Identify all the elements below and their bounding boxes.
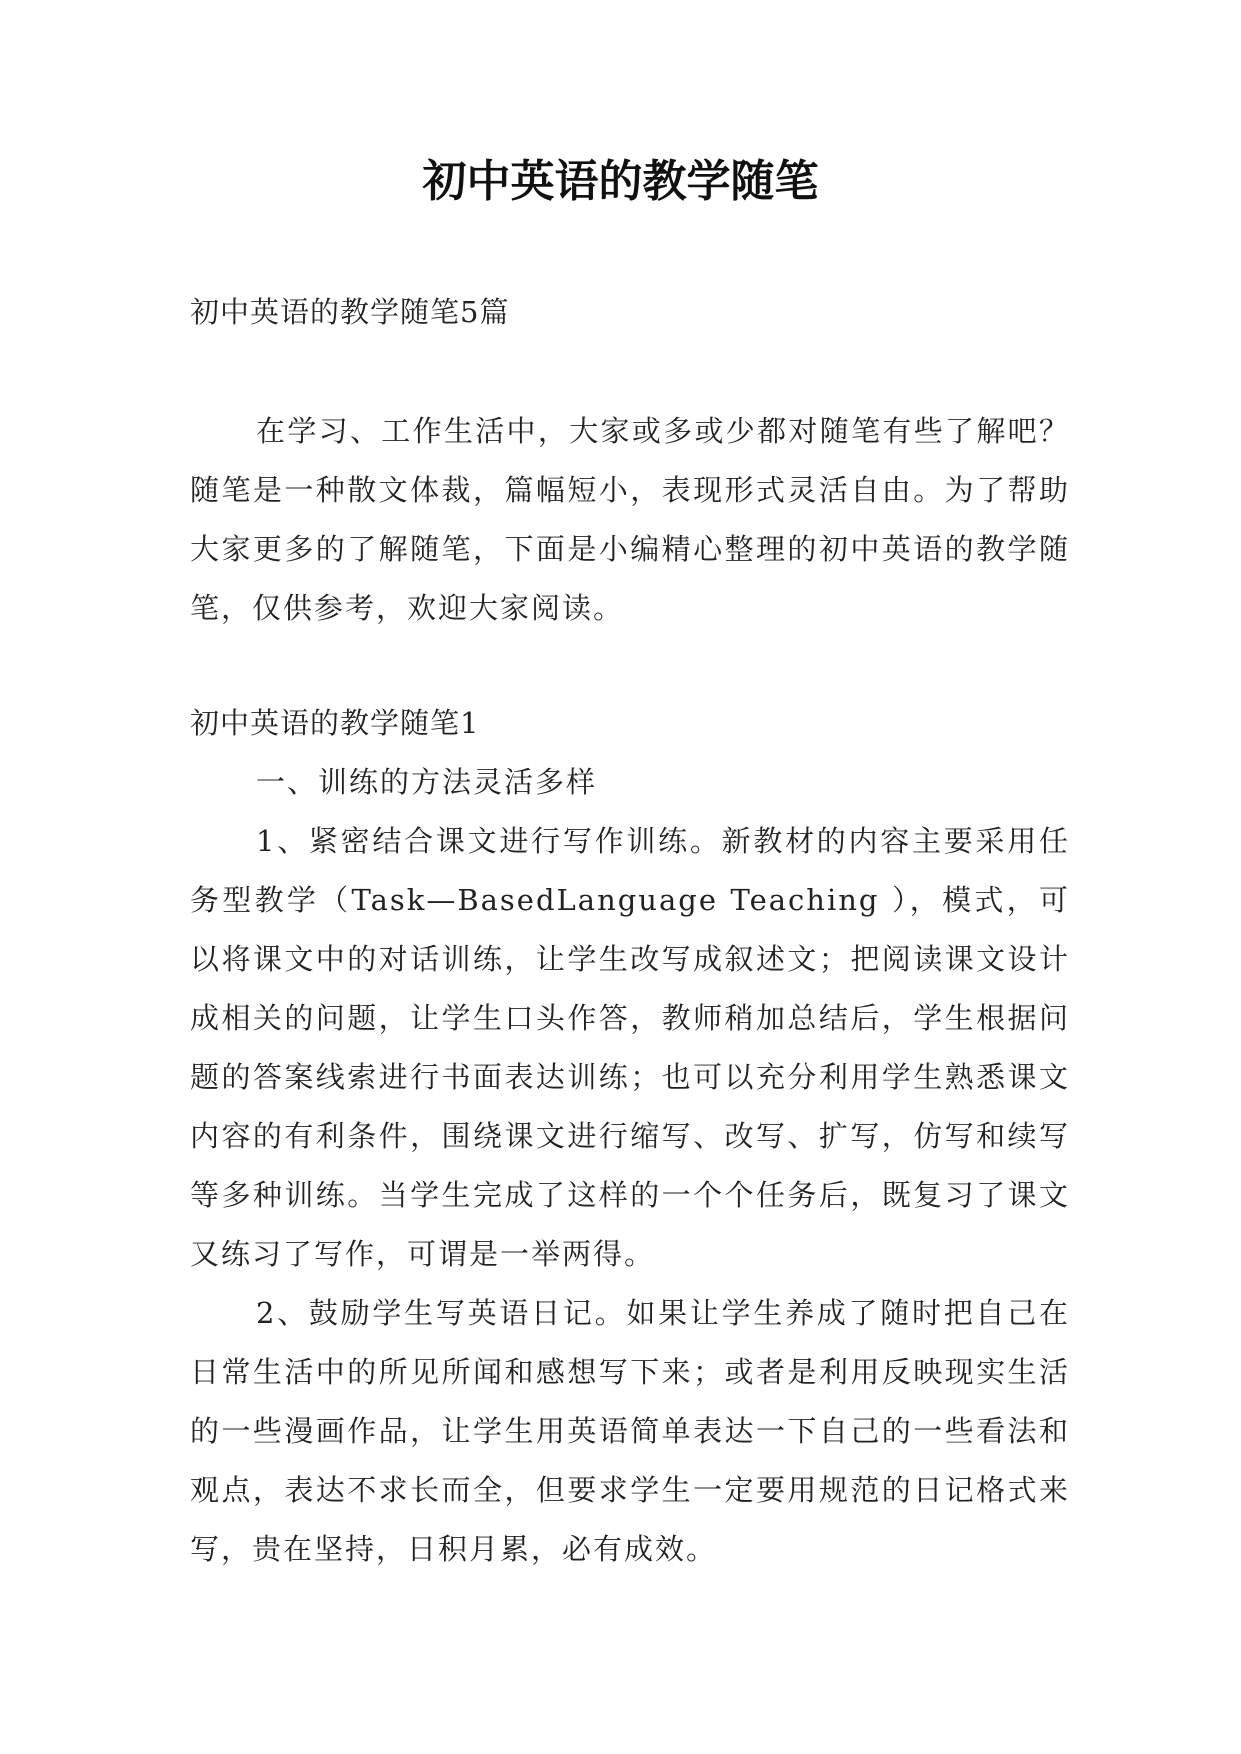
- section-1: [190, 694, 1070, 1579]
- section-1-paragraph-2: 2、鼓励学生写英语日记。如果让学生养成了随时把自己在日常生活中的所见所闻和感想写下来；或者是利用反映现实生活的一些漫画作品，让学生用英语简单表达一下自己的一些看法和观点，表达不求长而全，但要求学生一定要用规范的日记格式来写，贵在坚持，日积月累，必有成效。: [190, 1296, 1070, 1566]
- section-1-point-heading: 一、训练的方法灵活多样: [256, 765, 598, 799]
- section-1-heading: 初中英语的教学随笔1: [190, 706, 480, 740]
- intro-paragraph: 在学习、工作生活中，大家或多或少都对随笔有些了解吧？随笔是一种散文体裁，篇幅短小，表现形式灵活自由。为了帮助大家更多的了解随笔，下面是小编精心整理的初中英语的教学随笔，仅供参考，欢迎大家阅读。: [190, 414, 1070, 625]
- section-1-paragraph-1: 1、紧密结合课文进行写作训练。新教材的内容主要采用任务型教学（Task—BasedLanguage Teaching ），模式，可以将课文中的对话训练，让学生改写成叙述文；把阅读课文设计成相关的问题，让学生口头作答，教师稍加总结后，学生根据问题的答案线索进行书面表达训练；也可以充分利用学生熟悉课文内容的有利条件，围绕课文进行缩写、改写、扩写，仿写和续写等多种训练。当学生完成了这样的一个个任务后，既复习了课文又练习了写作，可谓是一举两得。: [190, 824, 1070, 1271]
- document-subtitle: 初中英语的教学随笔5篇: [190, 295, 510, 329]
- intro-block: [190, 402, 1070, 638]
- document-title: 初中英语的教学随笔: [422, 156, 819, 207]
